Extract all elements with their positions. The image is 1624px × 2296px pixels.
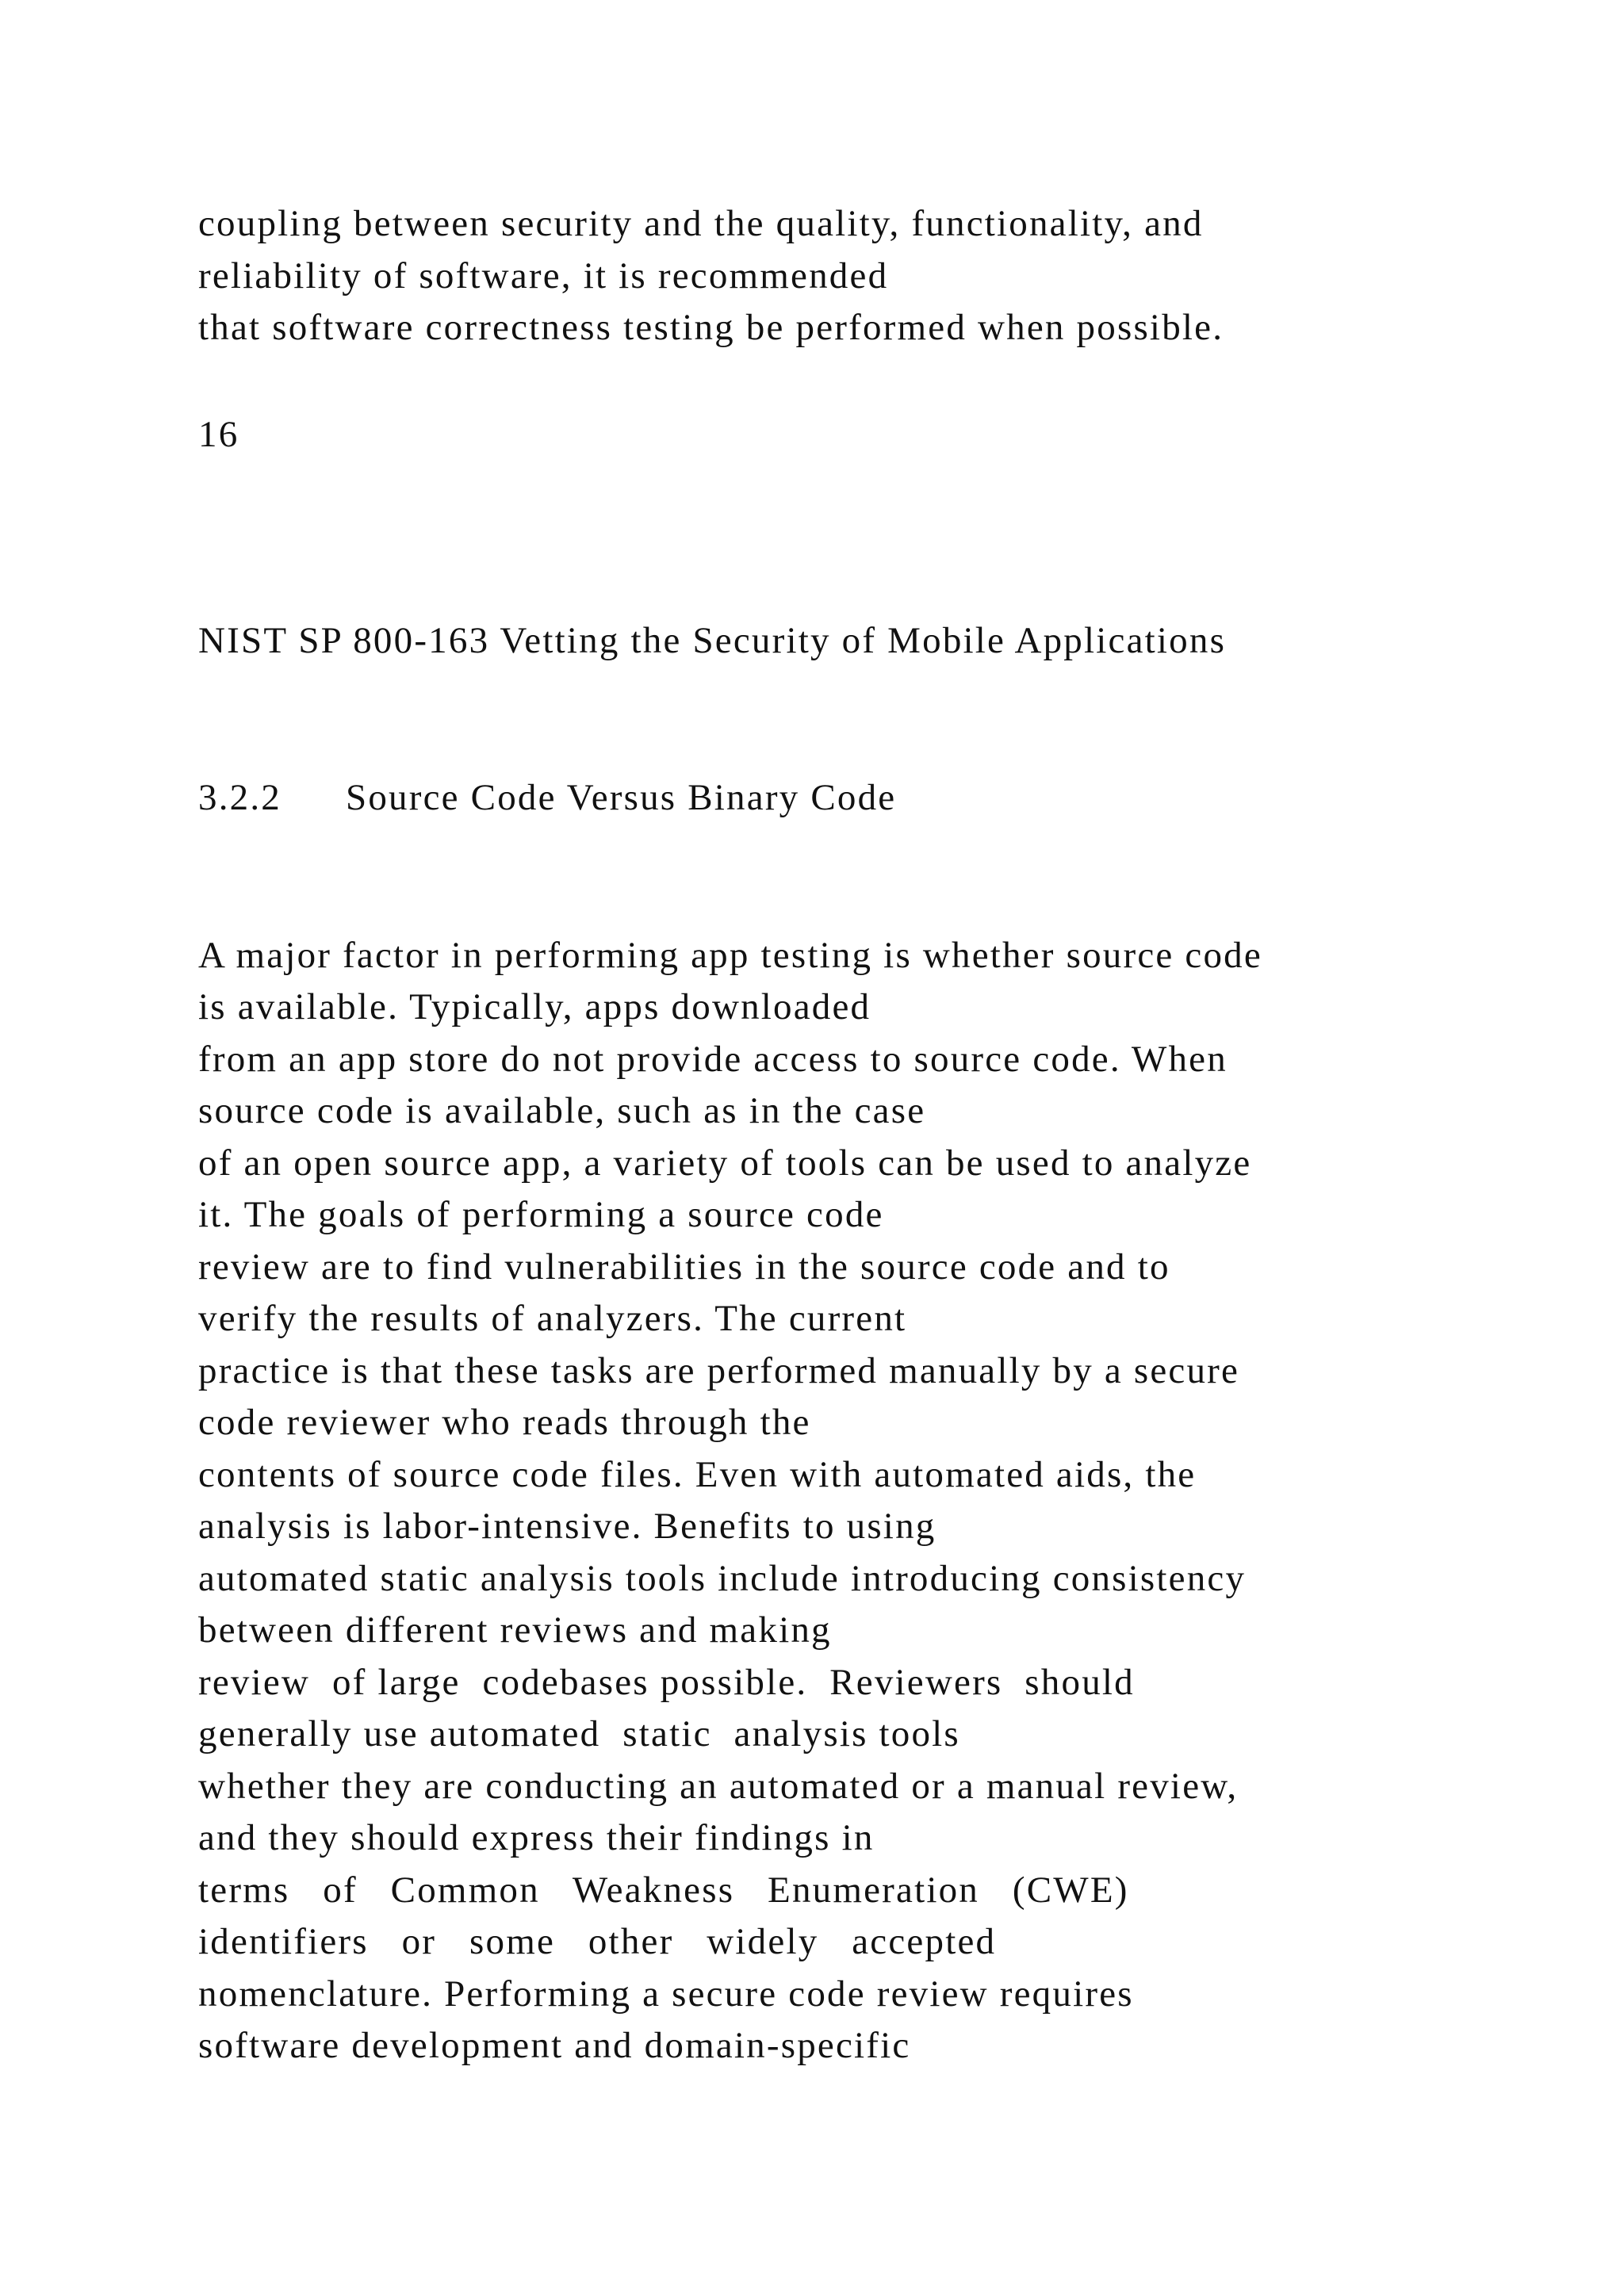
body-line: contents of source code files. Even with automated aids, the [198, 1454, 1197, 1495]
body-line: practice is that these tasks are performed manually by a secure [198, 1350, 1240, 1391]
body-line: A major factor in performing app testing is whether source code [198, 935, 1262, 976]
running-header: NIST SP 800-163 Vetting the Security of Mobile Applications [198, 620, 1227, 661]
body-line: code reviewer who reads through the [198, 1402, 811, 1443]
body-line: is available. Typically, apps downloaded [198, 986, 871, 1027]
section-number: 3.2.2 [198, 777, 282, 818]
body-line: between different reviews and making [198, 1609, 832, 1651]
page-number: 16 [198, 414, 239, 455]
body-line: review of large codebases possible. Reviewers should [198, 1662, 1135, 1703]
body-line: identifiers or some other widely accepted [198, 1921, 997, 1962]
body-line: automated static analysis tools include introducing consistency [198, 1558, 1247, 1599]
body-line: generally use automated static analysis tools [198, 1713, 960, 1755]
body-line: verify the results of analyzers. The current [198, 1298, 907, 1339]
body-line: review are to find vulnerabilities in the source code and to [198, 1246, 1170, 1288]
intro-line: reliability of software, it is recommended [198, 255, 889, 297]
body-line: source code is available, such as in the case [198, 1090, 926, 1131]
body-line: whether they are conducting an automated or a manual review, [198, 1766, 1239, 1807]
body-line: it. The goals of performing a source code [198, 1194, 884, 1235]
body-line: nomenclature. Performing a secure code review requires [198, 1973, 1134, 2015]
section-title: Source Code Versus Binary Code [346, 777, 897, 818]
intro-line: that software correctness testing be performed when possible. [198, 307, 1224, 348]
body-line: and they should express their findings in [198, 1817, 875, 1858]
body-line: from an app store do not provide access to source code. When [198, 1039, 1228, 1080]
body-line: terms of Common Weakness Enumeration (CWE) [198, 1869, 1129, 1911]
intro-line: coupling between security and the quality, functionality, and [198, 203, 1204, 244]
body-line: of an open source app, a variety of tools can be used to analyze [198, 1142, 1252, 1184]
body-line: analysis is labor-intensive. Benefits to using [198, 1506, 936, 1547]
body-line: software development and domain-specific [198, 2025, 911, 2066]
